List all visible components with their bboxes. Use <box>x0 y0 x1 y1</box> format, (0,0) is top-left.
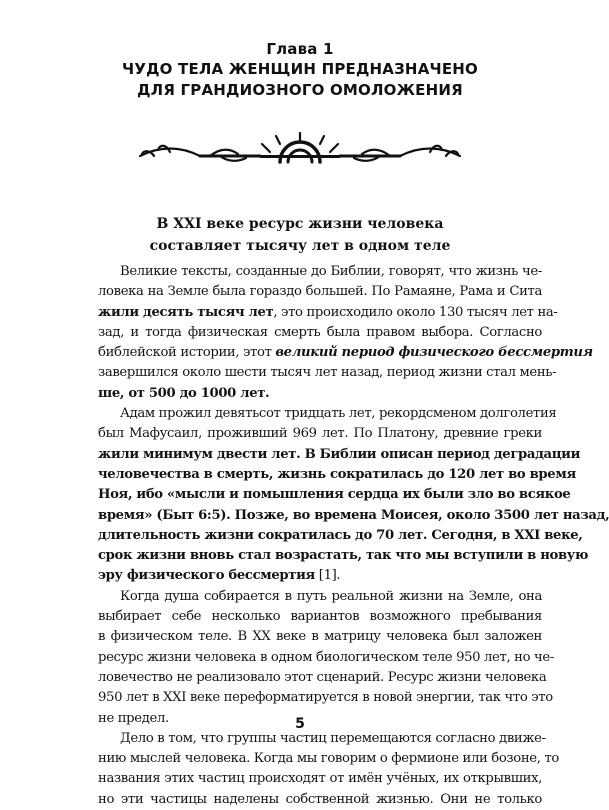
emphasis-bold: ше, от 500 до 1000 лет. <box>98 385 270 401</box>
section-title-line: составляет тысячу лет в одном теле <box>149 238 451 254</box>
text-line <box>76 546 589 566</box>
text-line <box>76 343 593 363</box>
paragraph <box>76 587 554 729</box>
text-line: Когда душа собирается в путь реальной жизни на Земле, она <box>120 588 542 604</box>
text-fragment: , это происходило около 130 тысяч лет на- <box>273 304 558 320</box>
section-title <box>0 213 600 257</box>
text-line: ресурс жизни человека в одном биологическом теле 950 лет, но че- <box>98 649 554 665</box>
text-line: не предел. <box>98 710 169 726</box>
text-line <box>76 445 581 465</box>
section-title-line: В XXI веке ресурс жизни человека <box>156 216 444 232</box>
text-line: Дело в том, что группы частиц перемещаются согласно движе- <box>120 730 546 746</box>
paragraph <box>76 729 559 810</box>
text-line: ловека на Земле была гораздо большей. По Рамаяне, Рама и Сита <box>98 284 542 300</box>
page-number: 5 <box>295 716 305 732</box>
text-line: был Мафусаил, проживший 969 лет. По Платону, древние греки <box>98 426 542 442</box>
emphasis-bold: срок жизни вновь стал возрастать, так что <box>98 548 426 564</box>
text-line: Адам прожил девятьсот тридцать лет, рекордсменом долголетия <box>120 406 557 422</box>
text-line: зад, и тогда физическая смерть была правом выбора. Согласно <box>98 324 542 340</box>
text-line: ловечество не реализовало этот сценарий. Ресурс жизни человека <box>98 669 547 685</box>
text-line: 950 лет в XXI веке переформатируется в новой энергии, так что это <box>98 690 553 706</box>
text-line: завершился около шести тысяч лет назад, период жизни стал мень- <box>98 365 557 381</box>
text-line: в физическом теле. В XX веке в матрицу человека был заложен <box>98 629 542 645</box>
text-line <box>76 506 609 526</box>
text-line: нию мыслей человека. Когда мы говорим о фермионе или бозоне, то <box>98 751 559 767</box>
emphasis-bold: Ноя, ибо «мысли и помышления сердца их были зло во всякое <box>98 487 571 503</box>
sun-flourish-icon <box>120 132 480 172</box>
text-line <box>76 485 571 505</box>
emphasis-bold: эру физического бессмертия <box>98 568 315 584</box>
paragraph <box>76 262 593 404</box>
emphasis-bold-italic: великий период физического бессмертия <box>275 345 593 361</box>
text-line <box>76 303 558 323</box>
text-line <box>76 526 583 546</box>
emphasis-bold: жили минимум двести лет. В Библии описан период деградации <box>98 446 581 462</box>
text-fragment: библейской истории, этот <box>98 345 276 361</box>
text-line <box>76 465 576 485</box>
chapter-label: Глава 1 <box>266 40 334 58</box>
emphasis-bold: длительность жизни сократилась до 70 лет. Сегодня, в XXI веке, <box>98 527 583 543</box>
emphasis-bold: время» (Быт 6:5). Позже, во времена Моисея, около 3500 лет назад, <box>98 507 609 523</box>
chapter-title-line: ЧУДО ТЕЛА ЖЕНЩИН ПРЕДНАЗНАЧЕНО <box>122 60 478 78</box>
citation: [1]. <box>314 568 341 584</box>
text-line: названия этих частиц происходят от имён учёных, их открывших, <box>98 771 542 787</box>
chapter-title <box>0 59 600 101</box>
emphasis-bold: мы вступили в новую <box>425 548 589 564</box>
paragraph <box>76 404 609 587</box>
text-line: выбирает себе несколько вариантов возможного пребывания <box>98 609 542 625</box>
emphasis-bold: жили десять тысяч лет <box>98 304 274 320</box>
text-line <box>76 384 542 404</box>
text-line: но эти частицы наделены собственной жизнью. Они не только <box>98 791 542 807</box>
emphasis-bold: человечества в смерть, жизнь сократилась до 120 лет во время <box>98 466 576 482</box>
text-line <box>76 566 542 586</box>
chapter-title-line: ДЛЯ ГРАНДИОЗНОГО ОМОЛОЖЕНИЯ <box>137 81 463 99</box>
text-line: Великие тексты, созданные до Библии, говорят, что жизнь че- <box>120 264 542 279</box>
